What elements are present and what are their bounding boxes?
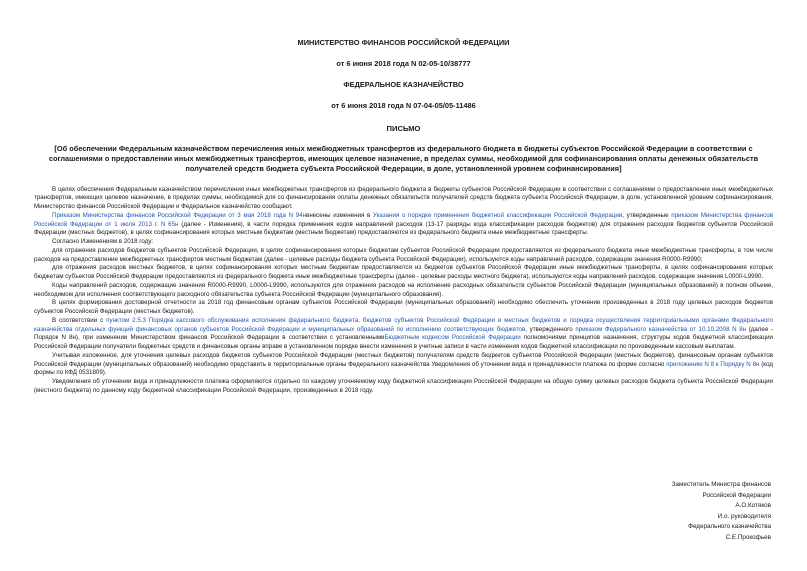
signature-name-1: А.О.Котяков (735, 502, 771, 510)
paragraph-7: В целях формирования достоверной отчетности за 2018 год финансовым органам субъектов Российской Федерации (муниципальных образований) необходимо обеспечить уточнение произведенных в 2018 году целевых расходов бюджетов субъектов Российской Федерации (местных бюджетов). (34, 299, 773, 316)
paragraph-3: Согласно Изменениям в 2018 году: (52, 238, 154, 246)
ministry-reference: от 6 июня 2018 года N 02-05-10/38777 (336, 59, 471, 68)
document-body (34, 186, 773, 396)
paragraph-2-text-3: (далее - Изменения), в части порядка применения кодов направлений расходов (13-17 разряды кода классификации расходов бюджетов) для отражения расходов бюджетов субъектов Российской Федерации (местных бюджетов), в целях софинансирования которых местным бюджетам (местным бюджетам) предоставляются из федерального бюджета иные межбюджетные трансферты. (34, 220, 773, 237)
link-cash-service-procedure[interactable]: пунктом 2.5.3 Порядка кассового обслуживания исполнения федерального бюджета, бюджетов субъектов Российской Федерации и местных бюджетов и порядка осуществления территориальными органами Федерального казначейства отдельных функций финансовых органов субъектов Российской Федерации и муниципальных образований по исполнению соответствующих бюджетов (34, 316, 773, 333)
treasury-title: ФЕДЕРАЛЬНОЕ КАЗНАЧЕЙСТВО (343, 80, 464, 89)
paragraph-8-text-4: полномочиями принципов назначения, структуры кодов бюджетной классификации Российской Федерации получатели бюджетных средств и финансовые органы вправе в установленном порядке внести изменения в учетные записи в части изменения кодов бюджетной классификации по произведенным кассовым выплатам. (34, 334, 773, 351)
paragraph-8-text-2: , утвержденного (525, 325, 576, 333)
paragraph-5: для отражения расходов местных бюджетов, в целях софинансирования которых местным бюджетам предоставляются из бюджетов субъектов Российской Федерации иные межбюджетные трансферты, в целях софинансирования которых бюджетам субъектов Российской Федерации предоставляются из федерального бюджета иные межбюджетные трансферты (далее - целевые расходы местного бюджета), используются коды направлений расходов, содержащие значения L0000-L9990. (34, 264, 773, 281)
signature-name-2: С.Е.Прокофьев (725, 533, 771, 541)
paragraph-2 (34, 212, 773, 238)
link-budget-code[interactable]: Бюджетным кодексом Российской Федерации (384, 334, 521, 342)
paragraph-6: Коды направлений расходов, содержащие значения R0000-R9990, L0000-L9990, используются для отражения расходов на исполнение расходных обязательств субъектов Российской Федерации (муниципальных образований) в полном объеме, необходимом для исполнения соответствующего расходного обязательства субъекта Российской Федерации (муниципального образования). (34, 281, 773, 298)
paragraph-8-text-3: (далее - Порядок N 8н), при изменении Министерством финансов Российской Федерации в соответствии с установленными (34, 325, 773, 342)
link-order-65n[interactable]: приказом Министерства финансов Российской Федерации от 1 июля 2013 г. N 65н (34, 211, 774, 228)
signature-organization-2: Федерального казначейства (688, 523, 771, 531)
signature-position-1: Заместитель Министра финансов (671, 481, 771, 488)
paragraph-10: Уведомления об уточнении вида и принадлежности платежа оформляются отдельно по каждому уточняемому коду бюджетной классификации Российской Федерации на общую сумму целевых расходов бюджета субъекта Российской Федерации (местного бюджета) по данному коду бюджетной классификации Российской Федерации, произведенных в 2018 году. (34, 378, 773, 394)
document-type: ПИСЬМО (386, 124, 421, 133)
signature-organization-1: Российской Федерации (702, 491, 771, 499)
link-order-94n[interactable]: Приказом Министерства финансов Российской Федерации от 3 мая 2018 года N 94н (52, 211, 307, 219)
document-subject: [Об обеспечении Федеральным казначейством перечисления иных межбюджетных трансфертов из федерального бюджета в бюджеты субъектов Российской Федерации в соответствии с соглашениями о предоставлении иных межбюджетных трансфертов, имеющих целевое назначение, в пределах суммы, необходимой для софинансирования оплаты денежных обязательств получателей средств бюджета субъекта Российской Федерации, в доле, установленной уровнем софинансирования] (48, 144, 759, 174)
treasury-reference: от 6 июня 2018 года N 07-04-05/05-11486 (331, 101, 476, 110)
paragraph-2-text-1: внесены изменения в (306, 211, 373, 219)
paragraph-8-text-1: В соответствии с (52, 316, 107, 324)
signature-position-2: И.о. руководителя (717, 512, 771, 520)
paragraph-4: для отражения расходов бюджетов субъектов Российской Федерации, в целях софинансирования которых бюджетам субъектов Российской Федерации предоставляются из федерального бюджета иные межбюджетные трансферты, в том числе расходов на предоставление межбюджетных трансфертов местным бюджетам (далее - целевые расходы бюджета субъекта Российской Федерации), используются коды направлений расходов, содержащие значения R0000-R9990; (34, 246, 773, 263)
signature-block (672, 480, 771, 544)
link-budget-classification-instructions[interactable]: Указания о порядке применения бюджетной классификации Российской Федерации (372, 211, 623, 219)
paragraph-9-text-2: (код формы по КФД 0531809). (34, 360, 773, 377)
ministry-title: МИНИСТЕРСТВО ФИНАНСОВ РОССИЙСКОЙ ФЕДЕРАЦИИ (297, 38, 510, 47)
paragraph-1: В целях обеспечения Федеральным казначейством перечисления иных межбюджетных трансфертов из федерального бюджета в бюджеты субъектов Российской Федерации в соответствии с соглашениями о предоставлении иных межбюджетных трансфертов, имеющих целевое назначение, в пределах суммы, необходимой для со финансирования оплаты денежных обязательств получателей средств бюджета субъекта Российской Федерации, в доле, установленной уровнем софинансирования, Министерство финансов Российской Федерации и Федеральное казначейство сообщают. (34, 185, 773, 211)
paragraph-2-text-2: , утвержденные (622, 211, 672, 219)
paragraph-8 (34, 317, 773, 352)
link-treasury-order-8n[interactable]: приказом Федерального казначейства от 10.10.2008 N 8н (575, 325, 747, 333)
paragraph-9-text-1: Учитывая изложенное, для уточнения целевых расходов бюджетов субъектов Российской Федерации (местных бюджетов) получателям средств бюджетов субъектов Российской Федерации (местных бюджетов), финансовым органам субъектов Российской Федерации (муниципальных образований) необходимо представить в территориальные органы Федерального казначейства Уведомления об уточнении вида и принадлежности платежа по форме согласно (34, 351, 773, 368)
link-appendix-8[interactable]: приложению N 8 к Порядку N 8н (666, 360, 760, 368)
paragraph-9 (34, 352, 773, 378)
